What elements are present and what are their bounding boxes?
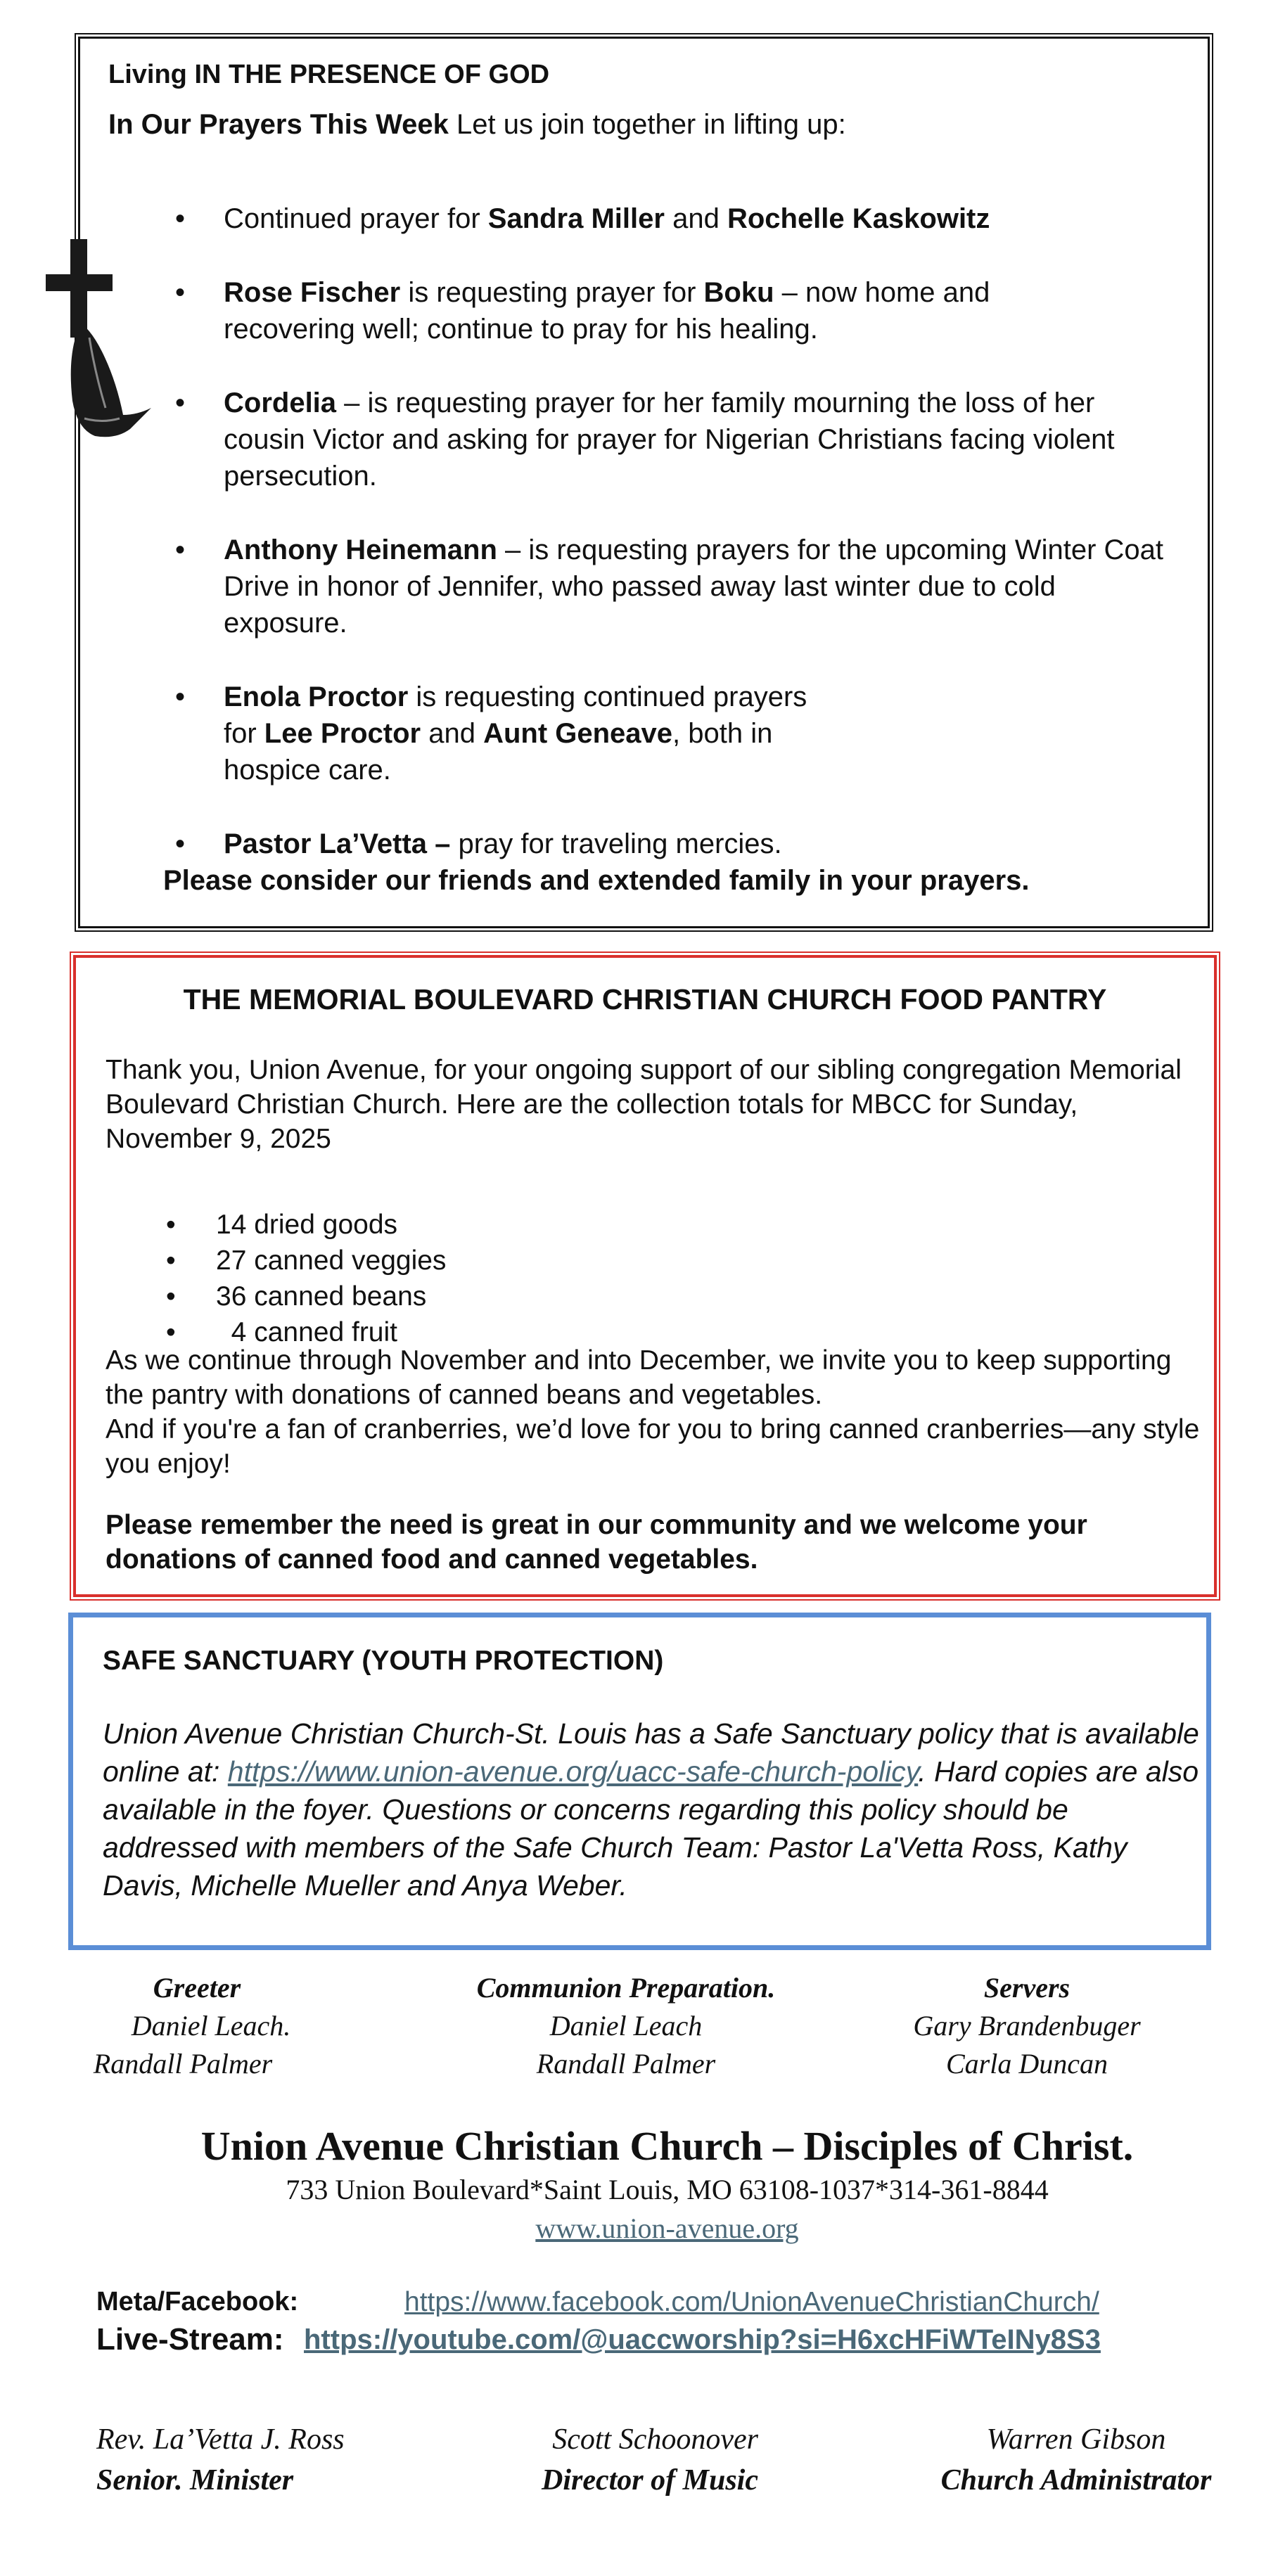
- prayer-box: [78, 37, 1210, 928]
- livestream-label: Live-Stream:: [96, 2322, 284, 2357]
- role-communion: [450, 1969, 802, 2083]
- pantry-intro: Thank you, Union Avenue, for your ongoing support of our sibling congregation Memorial Boulevard Christian Church. Here are the collection totals for MBCC for Sunday, November 9, 2025: [106, 1055, 1182, 1154]
- name: Anthony Heinemann: [224, 534, 497, 565]
- prayer-item: [175, 532, 1174, 641]
- prayer-list: [175, 200, 1174, 899]
- church-address: 733 Union Boulevard*Saint Louis, MO 63108-1037*314-361-8844: [286, 2174, 1049, 2205]
- name: Sandra Miller: [487, 203, 665, 234]
- prayer-item: [175, 826, 1174, 862]
- prayer-item: [175, 385, 1174, 494]
- role-head: Greeter: [153, 1972, 241, 2004]
- safe-title: SAFE SANCTUARY (YOUTH PROTECTION): [103, 1646, 664, 1676]
- role-greeter: [63, 1969, 331, 2083]
- total-item: • 27 canned veggies: [166, 1243, 446, 1279]
- pantry-para2: And if you're a fan of cranberries, we’d love for you to bring canned cranberries—any style you enjoy!: [106, 1414, 1200, 1479]
- t: and: [664, 203, 727, 234]
- pantry-title: THE MEMORIAL BOULEVARD CHRISTIAN CHURCH FOOD PANTRY: [183, 983, 1107, 1015]
- role-head: Communion Preparation.: [476, 1972, 776, 2004]
- role-name: Carla Duncan: [946, 2048, 1108, 2080]
- staff-name: Warren Gibson: [986, 2423, 1166, 2456]
- role-servers: [872, 1969, 1182, 2083]
- t: Continued prayer for: [224, 203, 488, 234]
- total-item: • 14 dried goods: [166, 1207, 446, 1243]
- pantry-totals: [166, 1207, 446, 1350]
- website-link[interactable]: www.union-avenue.org: [535, 2212, 799, 2244]
- staff-music: [542, 2419, 758, 2501]
- heading-prefix: Living: [108, 60, 195, 89]
- role-name: Daniel Leach: [549, 2010, 703, 2042]
- cross-praying-hands-icon: [46, 239, 162, 443]
- t: – is requesting prayers for the upcoming Winter Coat Drive in honor of Jennifer, who passed away last winter due to cold exposure.: [224, 534, 1164, 639]
- prayer-item: [175, 679, 1174, 788]
- t: is requesting continued prayers for: [224, 681, 807, 749]
- role-head: Servers: [983, 1972, 1071, 2004]
- t: , both in hospice care.: [224, 718, 773, 786]
- name: Lee Proctor: [264, 718, 421, 749]
- t: . Hard copies are also available in the foyer. Questions or concerns regarding this policy should be addressed with members of the Safe Church Team: Pastor La'Vetta Ross, Kathy Davis, Michelle Mueller and Anya Weber.: [103, 1755, 1199, 1902]
- prayer-item: [175, 200, 1174, 237]
- facebook-label: Meta/Facebook:: [96, 2287, 299, 2317]
- role-name: Daniel Leach.: [131, 2010, 291, 2042]
- subheading-bold: In Our Prayers This Week: [108, 109, 449, 140]
- total-item: • 36 canned beans: [166, 1279, 446, 1314]
- role-name: Randall Palmer: [536, 2048, 716, 2080]
- t: Union Avenue Christian Church-St. Louis has a Safe Sanctuary policy that is available online at:: [103, 1717, 1199, 1788]
- pantry-closing: Please remember the need is great in our community and we welcome your donations of canned food and canned vegetables.: [106, 1510, 1087, 1575]
- staff-admin: [921, 2419, 1231, 2501]
- t: and: [421, 718, 484, 749]
- staff-name: Scott Schoonover: [552, 2423, 758, 2456]
- staff-title: Church Administrator: [940, 2464, 1212, 2497]
- t: is requesting prayer for: [400, 277, 704, 308]
- t: – now home and recovering well; continue to pray for his healing.: [224, 277, 990, 345]
- prayer-closing: Please consider our friends and extended family in your prayers.: [163, 865, 1030, 896]
- name: Rochelle Kaskowitz: [727, 203, 990, 234]
- t: – is requesting prayer for her family mourning the loss of her cousin Victor and asking for prayer for Nigerian Christians facing violent persecution.: [224, 387, 1115, 492]
- name: Boku: [703, 277, 774, 308]
- staff-minister: [96, 2419, 345, 2501]
- staff-title: Director of Music: [542, 2464, 758, 2497]
- subheading-rest: Let us join together in lifting up:: [448, 109, 846, 140]
- facebook-link[interactable]: https://www.facebook.com/UnionAvenueChristianChurch/: [404, 2287, 1099, 2317]
- food-pantry-box: [73, 955, 1217, 1597]
- safe-church-policy-link[interactable]: https://www.union-avenue.org/uacc-safe-church-policy: [227, 1755, 919, 1788]
- staff-name: Rev. La’Vetta J. Ross: [96, 2423, 345, 2456]
- t: pray for traveling mercies.: [450, 828, 782, 859]
- safe-text: [103, 1715, 1200, 1904]
- safe-sanctuary-box: [68, 1613, 1211, 1950]
- name: Cordelia: [224, 387, 337, 418]
- staff-title: Senior. Minister: [96, 2464, 294, 2497]
- livestream-link[interactable]: https://youtube.com/@uaccworship?si=H6xcHFiWTeINy8S3: [304, 2324, 1101, 2355]
- name: Pastor La’Vetta –: [224, 828, 451, 859]
- heading-bold: IN THE PRESENCE OF GOD: [194, 60, 550, 89]
- role-name: Gary Brandenbuger: [913, 2010, 1141, 2042]
- pantry-para1: As we continue through November and into December, we invite you to keep supporting the pantry with donations of canned beans and vegetables.: [106, 1345, 1172, 1410]
- total-item: • 4 canned fruit: [166, 1314, 446, 1350]
- role-name: Randall Palmer: [93, 2048, 273, 2080]
- church-name: Union Avenue Christian Church – Disciples of Christ.: [200, 2123, 1134, 2169]
- name: Rose Fischer: [224, 277, 401, 308]
- prayer-item: [175, 274, 1174, 347]
- prayer-heading: [108, 60, 549, 90]
- name: Aunt Geneave: [483, 718, 673, 749]
- pantry-paragraphs: [106, 1343, 1203, 1481]
- prayer-subheading: [108, 109, 846, 141]
- name: Enola Proctor: [224, 681, 409, 712]
